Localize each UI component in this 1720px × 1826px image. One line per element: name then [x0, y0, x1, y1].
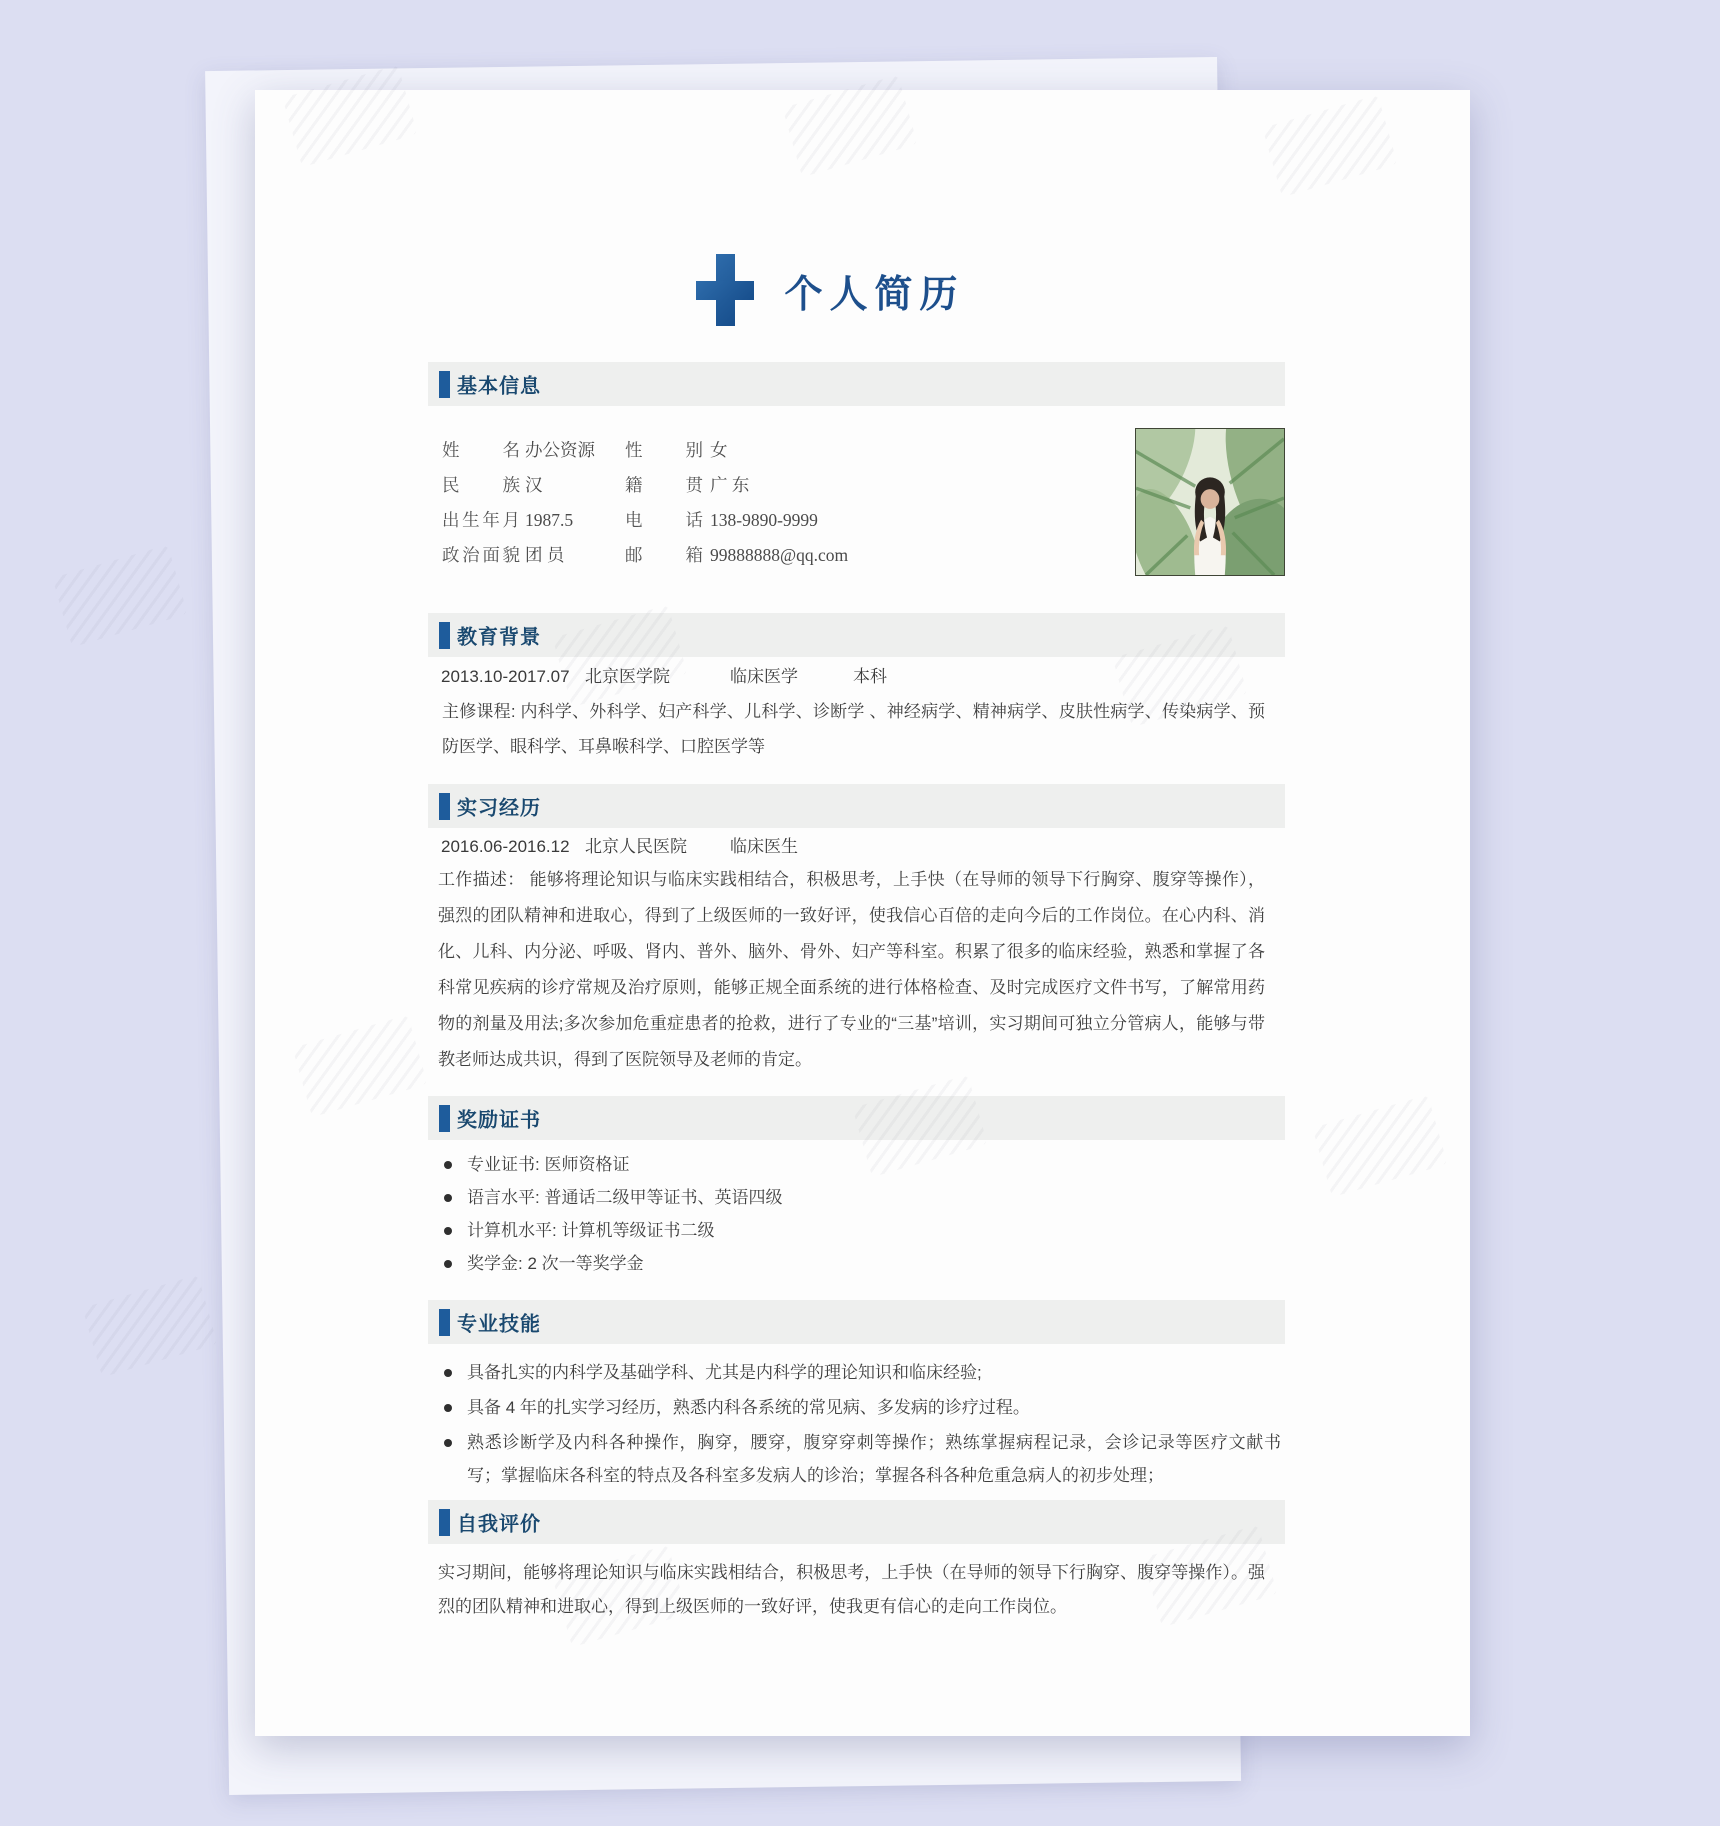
section-marker-bar — [439, 1105, 450, 1132]
internship-role: 临床医生 — [730, 837, 798, 856]
basic-info-row — [438, 543, 1118, 567]
basic-info-row — [438, 508, 1118, 532]
internship-description: 工作描述： 能够将理论知识与临床实践相结合，积极思考，上手快（在导师的领导下行胸穿、腹穿等操作），强烈的团队精神和进取心，得到了上级医师的一致好评，使我信心百倍的走向今后的工作岗位。在心内科、消化、儿科、内分泌、呼吸、肾内、普外、脑外、骨外、妇产等科室。积累了很多的临床经验，熟悉和掌握了各科常见疾病的诊疗常规及治疗原则，能够正规全面系统的进行体格检查、及时完成医疗文件书写，了解常用药物的剂量及用法;多次参加危重症患者的抢救，进行了专业的“三基”培训，实习期间可独立分管病人，能够与带教老师达成共识，得到了医院领导及老师的肯定。 — [438, 870, 1265, 1069]
resume-title-block — [402, 240, 1259, 340]
section-header-self-evaluation — [428, 1500, 1285, 1544]
section-heading: 专业技能 — [457, 1313, 541, 1336]
section-header-education — [428, 613, 1285, 657]
list-item — [438, 1181, 1281, 1214]
education-degree: 本科 — [853, 667, 887, 686]
section-header-skills — [428, 1300, 1285, 1344]
section-marker-bar — [439, 1309, 450, 1336]
skill-item-text: 具备 4 年的扎实学习经历，熟悉内科各系统的常见病、多发病的诊疗过程。 — [467, 1398, 1030, 1417]
award-item-text: 专业证书: 医师资格证 — [467, 1155, 630, 1174]
section-heading: 奖励证书 — [457, 1109, 541, 1132]
education-date: 2013.10-2017.07 — [441, 667, 570, 686]
field-label-birth: 出生年月 — [442, 510, 520, 530]
list-item — [438, 1356, 1281, 1389]
field-value-email: 99888888@qq.com — [710, 545, 849, 565]
award-item-text: 奖学金: 2 次一等奖学金 — [467, 1254, 644, 1273]
field-label-hometown: 籍贯 — [625, 475, 703, 495]
section-heading: 实习经历 — [457, 797, 541, 820]
field-value-phone: 138-9890-9999 — [710, 510, 818, 530]
bullet-icon — [444, 1439, 452, 1447]
bullet-icon — [444, 1227, 452, 1235]
bullet-icon — [444, 1369, 452, 1377]
skills-list — [438, 1356, 1281, 1492]
list-item — [438, 1426, 1281, 1492]
field-label-political: 政治面貌 — [442, 545, 520, 565]
field-value-birth: 1987.5 — [525, 510, 574, 530]
list-item — [438, 1214, 1281, 1247]
bullet-icon — [444, 1260, 452, 1268]
bullet-icon — [444, 1404, 452, 1412]
field-value-political: 团 员 — [525, 545, 565, 565]
skill-item-text: 熟悉诊断学及内科各种操作，胸穿，腰穿，腹穿穿刺等操作；熟练掌握病程记录，会诊记录等医疗文献书写；掌握临床各科室的特点及各科室多发病人的诊治；掌握各科各种危重急病人的初步处理； — [467, 1433, 1281, 1485]
basic-info-fields — [438, 438, 1118, 578]
field-label-ethnicity: 民族 — [442, 475, 520, 495]
basic-info-row — [438, 438, 1118, 462]
bullet-icon — [444, 1194, 452, 1202]
medical-cross-icon — [696, 254, 754, 326]
page-title: 个人简历 — [784, 273, 965, 316]
education-major: 临床医学 — [730, 667, 798, 686]
field-label-name: 姓名 — [442, 440, 520, 460]
awards-list — [438, 1148, 1281, 1280]
field-value-name: 办公资源 — [525, 440, 595, 460]
list-item — [438, 1247, 1281, 1280]
section-header-basic-info — [428, 362, 1285, 406]
internship-company: 北京人民医院 — [585, 837, 687, 856]
section-marker-bar — [439, 371, 450, 398]
internship-date: 2016.06-2016.12 — [441, 837, 570, 856]
section-heading: 基本信息 — [457, 375, 541, 398]
field-label-phone: 电话 — [625, 510, 703, 530]
list-item — [438, 1391, 1281, 1424]
field-label-gender: 性别 — [625, 440, 703, 460]
education-entry — [438, 664, 1281, 690]
education-school: 北京医学院 — [585, 667, 670, 686]
field-value-hometown: 广 东 — [710, 475, 750, 495]
award-item-text: 语言水平: 普通话二级甲等证书、英语四级 — [467, 1188, 783, 1207]
section-marker-bar — [439, 1509, 450, 1536]
watermark-smudge — [52, 545, 187, 647]
internship-entry — [438, 834, 1281, 860]
watermark-smudge — [82, 1275, 217, 1377]
basic-info-row — [438, 473, 1118, 497]
list-item — [438, 1148, 1281, 1181]
field-label-email: 邮箱 — [625, 545, 703, 565]
resume-page — [255, 90, 1470, 1736]
section-heading: 自我评价 — [457, 1513, 541, 1536]
section-header-internship — [428, 784, 1285, 828]
self-evaluation-text: 实习期间，能够将理论知识与临床实践相结合，积极思考，上手快（在导师的领导下行胸穿、腹穿等操作）。强烈的团队精神和进取心，得到上级医师的一致好评，使我更有信心的走向工作岗位。 — [438, 1563, 1265, 1616]
award-item-text: 计算机水平: 计算机等级证书二级 — [467, 1221, 715, 1240]
section-heading: 教育背景 — [457, 626, 541, 649]
section-marker-bar — [439, 793, 450, 820]
skill-item-text: 具备扎实的内科学及基础学科、尤其是内科学的理论知识和临床经验; — [467, 1363, 982, 1382]
section-marker-bar — [439, 622, 450, 649]
field-value-ethnicity: 汉 — [525, 475, 543, 495]
section-header-awards — [428, 1096, 1285, 1140]
bullet-icon — [444, 1161, 452, 1169]
profile-photo — [1135, 428, 1285, 576]
education-courses: 主修课程: 内科学、外科学、妇产科学、儿科学、诊断学 、神经病学、精神病学、皮肤性病学、传染病学、预防医学、眼科学、耳鼻喉科学、口腔医学等 — [442, 702, 1265, 756]
field-value-gender: 女 — [710, 440, 728, 460]
